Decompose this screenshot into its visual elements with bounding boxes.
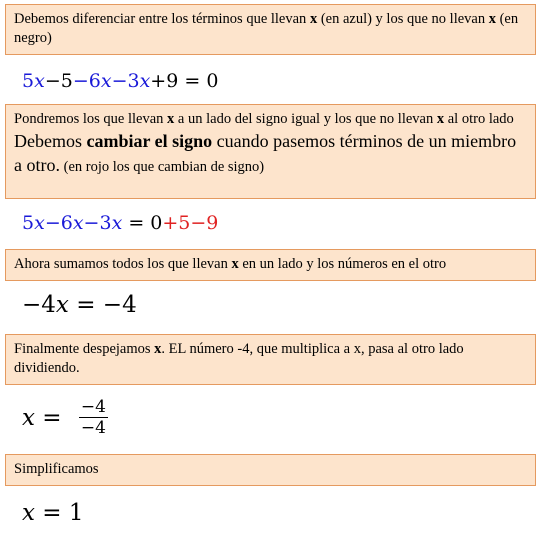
variable: x [100, 70, 112, 92]
box2-small-text: (en rojo los que cambian de signo) [59, 159, 265, 175]
box2-text: al otro lado [444, 111, 514, 127]
term: 0 [150, 212, 163, 234]
term: −6 [72, 70, 101, 92]
equals-sign: = [34, 500, 69, 526]
term: +9 [150, 70, 179, 92]
box2-big-text: cuando pasemos términos de un miembro a otro. [14, 131, 517, 175]
instruction-box-5 [5, 454, 536, 486]
term: −4 [22, 292, 56, 318]
box5-text: Simplificamos [14, 461, 99, 477]
box1-text: Debemos diferenciar entre los términos que llevan [14, 11, 310, 27]
fraction-numerator: −4 [80, 397, 106, 417]
box2-text: a un lado del signo igual y los que no llevan [174, 111, 437, 127]
equation-5 [22, 500, 84, 526]
box3-text: Ahora sumamos todos los que llevan [14, 256, 232, 272]
box1-text: (en negro) [14, 11, 519, 46]
instruction-box-4 [5, 334, 536, 385]
box2-big-bold: cambiar el signo [86, 131, 213, 151]
variable: x [55, 292, 69, 318]
equation-3 [22, 292, 137, 318]
equation-2 [22, 212, 218, 234]
box4-text: Finalmente despejamos [14, 341, 155, 357]
equals-sign: = [122, 212, 151, 234]
equation-4 [22, 398, 108, 437]
variable: x [111, 212, 123, 234]
fraction [79, 398, 108, 437]
box2-text: Pondremos los que llevan [14, 111, 168, 127]
term: −5 [44, 70, 73, 92]
term: 5 [22, 212, 35, 234]
box3-bold-x: x [231, 256, 239, 272]
term: 1 [68, 500, 84, 526]
term: −3 [83, 212, 112, 234]
box1-bold-x: x [309, 11, 318, 27]
box1-text: (en azul) y los que no llevan [317, 11, 489, 27]
box4-bold-x: x [154, 341, 162, 357]
box1-bold-x: x [488, 11, 496, 27]
variable: x [72, 212, 84, 234]
box4-text: . EL número -4, que multiplica a x, pasa al otro lado dividiendo. [14, 341, 464, 376]
term: 0 [206, 70, 219, 92]
equals-sign: = [68, 292, 103, 318]
term-sign-changed: −9 [190, 212, 219, 234]
box2-big-text: Debemos [14, 131, 87, 151]
variable: x [34, 70, 45, 92]
term: −6 [44, 212, 73, 234]
instruction-box-1 [5, 4, 536, 55]
box2-bold-x: x [167, 111, 175, 127]
term: −4 [102, 292, 137, 318]
term-sign-changed: +5 [162, 212, 191, 234]
variable: x [22, 500, 35, 526]
equation-1 [22, 70, 218, 92]
variable: x [139, 70, 151, 92]
box3-text: en un lado y los números en el otro [238, 256, 447, 272]
variable: x [22, 404, 35, 431]
instruction-box-2 [5, 104, 536, 199]
equals-sign: = [34, 404, 69, 431]
term: 5 [22, 70, 35, 92]
instruction-box-3 [5, 249, 536, 281]
variable: x [34, 212, 45, 234]
fraction-denominator: −4 [80, 418, 106, 438]
term: −3 [111, 70, 140, 92]
box2-bold-x: x [436, 111, 445, 127]
equals-sign: = [178, 70, 207, 92]
